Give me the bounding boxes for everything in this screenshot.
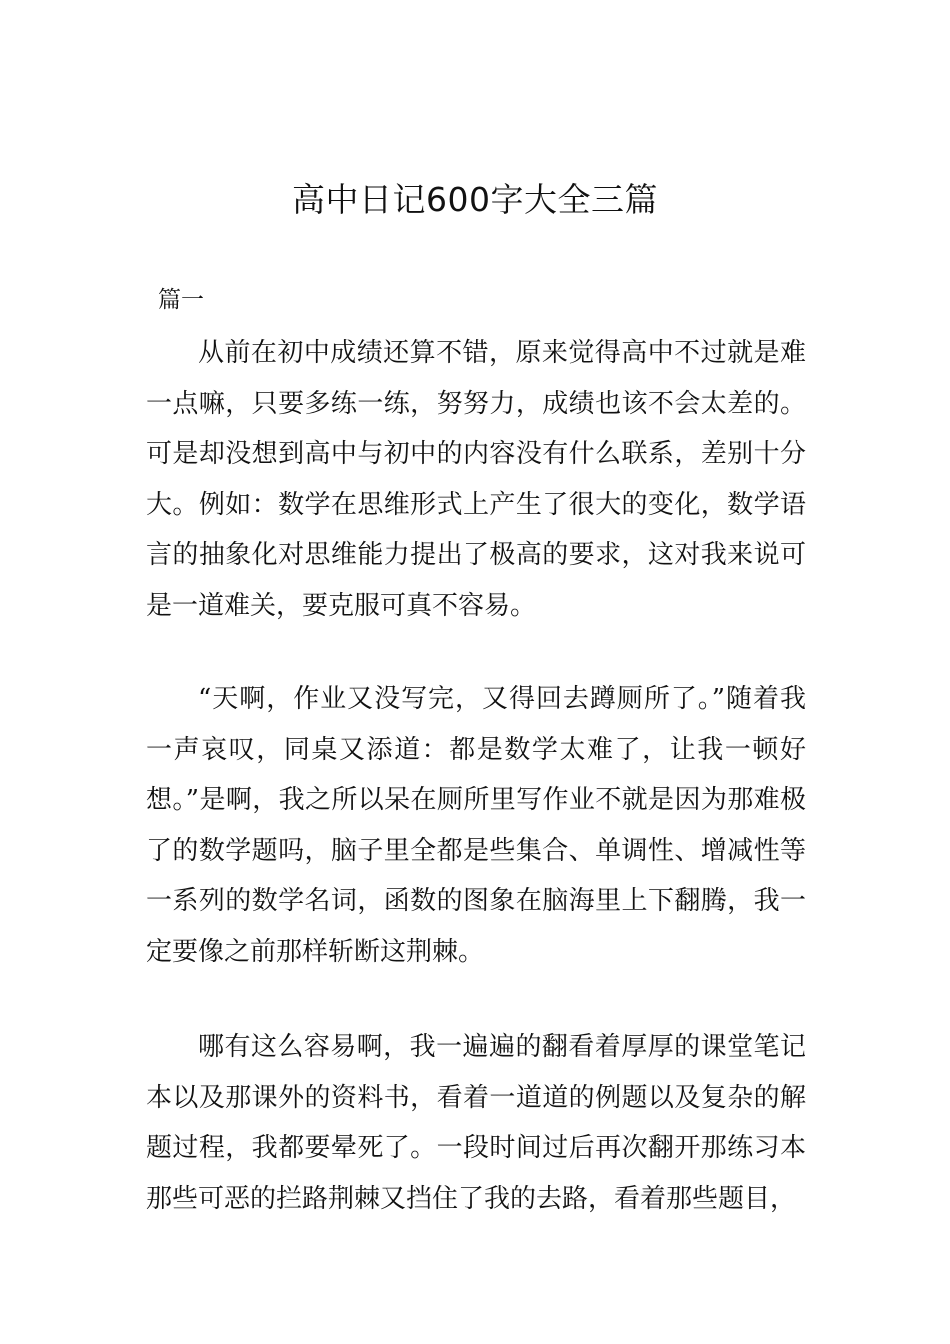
section-label: 篇一 <box>158 287 204 313</box>
paragraph-3: 哪有这么容易啊，我一遍遍的翻看着厚厚的课堂笔记本以及那课外的资料书，看着一道道的例题以及复杂的解题过程，我都要晕死了。一段时间过后再次翻开那练习本那些可恶的拦路荆棘又挡住了我的去路，看着那些题目， <box>146 1032 806 1214</box>
document-title: 高中日记600字大全三篇 <box>292 180 658 219</box>
paragraph-1: 从前在初中成绩还算不错，原来觉得高中不过就是难一点嘛，只要多练一练，努努力，成绩也该不会太差的。可是却没想到高中与初中的内容没有什么联系，差别十分大。例如：数学在思维形式上产生了很大的变化，数学语言的抽象化对思维能力提出了极高的要求，这对我来说可是一道难关，要克服可真不容易。 <box>146 338 806 621</box>
paragraph-2: “天啊，作业又没写完，又得回去蹲厕所了。”随着我一声哀叹，同桌又添道：都是数学太难了，让我一顿好想。”是啊，我之所以呆在厕所里写作业不就是因为那难极了的数学题吗，脑子里全都是些集合、单调性、增减性等一系列的数学名词，函数的图象在脑海里上下翻腾，我一定要像之前那样斩断这荆棘。 <box>146 684 806 967</box>
